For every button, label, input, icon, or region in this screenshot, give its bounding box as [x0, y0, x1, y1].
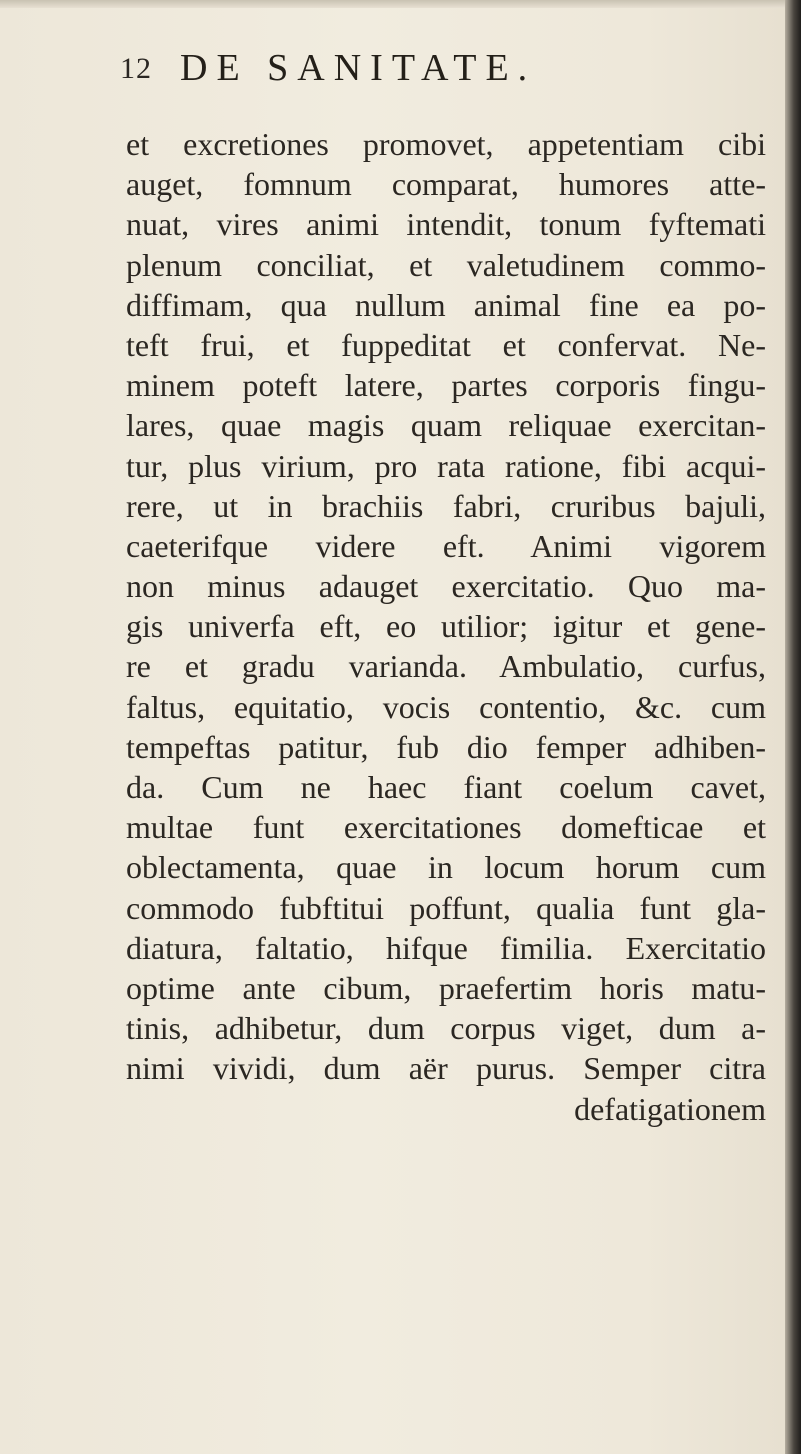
page-top-edge [0, 0, 801, 8]
text-line: auget, fomnum comparat, humores atte- [126, 166, 766, 203]
text-line: caeterifque videre eft. Animi vigorem [126, 527, 766, 564]
text-line: lares, quae magis quam reliquae exercitan- [126, 407, 766, 444]
text-line: tempeftas patitur, fub dio femper adhiben- [126, 728, 766, 765]
page-number: 12 [120, 52, 152, 85]
text-line: et excretiones promovet, appetentiam cibi [126, 126, 766, 162]
text-line: commodo fubftitui poffunt, qualia funt gla- [126, 889, 766, 926]
text-line: plenum conciliat, et valetudinem commo- [126, 246, 766, 283]
body-text [126, 124, 766, 1129]
text-line: da. Cum ne haec fiant coelum cavet, [126, 769, 766, 805]
text-line: faltus, equitatio, vocis contentio, &c. cum [126, 688, 766, 725]
text-line: diatura, faltatio, hifque fimilia. Exercitatio [126, 929, 766, 966]
text-line: teft frui, et fuppeditat et confervat. Ne- [126, 326, 766, 363]
text-line: diffimam, qua nullum animal fine ea po- [126, 286, 766, 323]
text-line: oblectamenta, quae in locum horum cum [126, 849, 766, 886]
text-line: nuat, vires animi intendit, tonum fyftemati [126, 206, 766, 243]
text-line: non minus adauget exercitatio. Quo ma- [126, 568, 766, 605]
text-line: minem poteft latere, partes corporis fingu- [126, 367, 766, 404]
text-line: re et gradu varianda. Ambulatio, curfus, [126, 648, 766, 685]
text-line-last: defatigationem [574, 1090, 766, 1127]
text-line: nimi vividi, dum aër purus. Semper citra [126, 1050, 766, 1087]
text-line: rere, ut in brachiis fabri, cruribus bajuli, [126, 487, 766, 524]
text-line: tinis, adhibetur, dum corpus viget, dum a- [126, 1010, 766, 1047]
text-line: tur, plus virium, pro rata ratione, fibi acqui- [126, 447, 766, 484]
book-binding-edge [785, 0, 801, 1454]
text-line: multae funt exercitationes domefticae et [126, 809, 766, 846]
text-line: gis univerfa eft, eo utilior; igitur et gene- [126, 608, 766, 645]
text-line: optime ante cibum, praefertim horis matu- [126, 969, 766, 1006]
running-head: DE SANITATE. [180, 47, 537, 89]
page-header [120, 47, 680, 100]
